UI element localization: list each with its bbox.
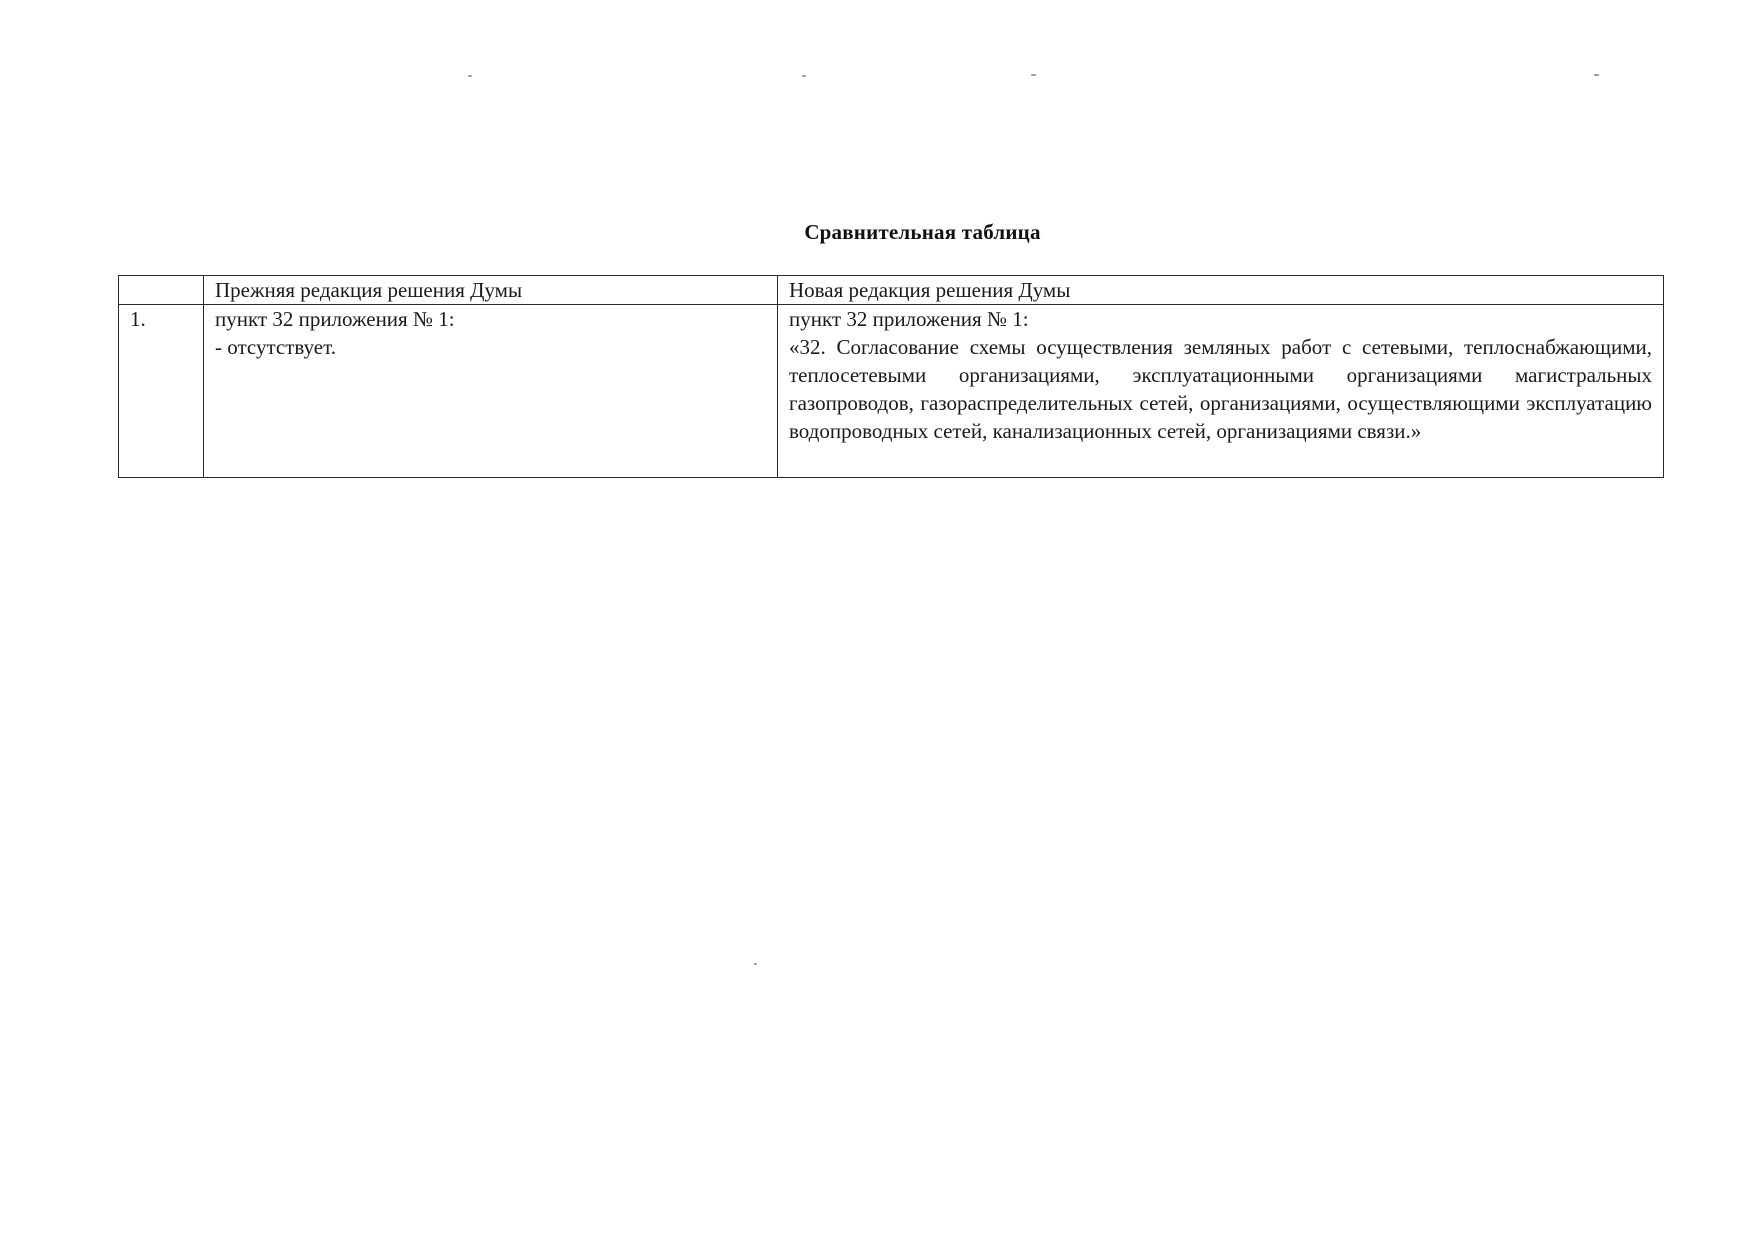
old-version-heading: пункт 32 приложения № 1: [215, 307, 455, 331]
scan-speck [754, 963, 757, 965]
old-version-text: - отсутствует. [215, 335, 336, 359]
scan-speck [802, 75, 806, 77]
row-number: 1. [119, 305, 204, 478]
header-number-cell [119, 276, 204, 305]
old-version-cell [204, 305, 778, 478]
header-old-version: Прежняя редакция решения Думы [204, 276, 778, 305]
comparison-table [118, 275, 1664, 478]
scan-speck [1594, 74, 1599, 76]
new-version-heading: пункт 32 приложения № 1: [789, 307, 1029, 331]
scan-speck [1031, 74, 1036, 76]
scan-speck [468, 75, 472, 77]
new-version-text: «32. Согласование схемы осуществления земляных работ с сетевыми, теплоснабжающими, теплосетевыми организациями, эксплуатационными организациями магистральных газопроводов, газораспределительных сетей, организациями, осуществляющими эксплуатацию водопроводных сетей, канализационных сетей, организациями связи.» [789, 335, 1652, 443]
table-header-row [119, 276, 1664, 305]
new-version-cell [778, 305, 1664, 478]
document-title: Сравнительная таблица [804, 220, 1041, 244]
table-row [119, 305, 1664, 478]
header-new-version: Новая редакция решения Думы [778, 276, 1664, 305]
